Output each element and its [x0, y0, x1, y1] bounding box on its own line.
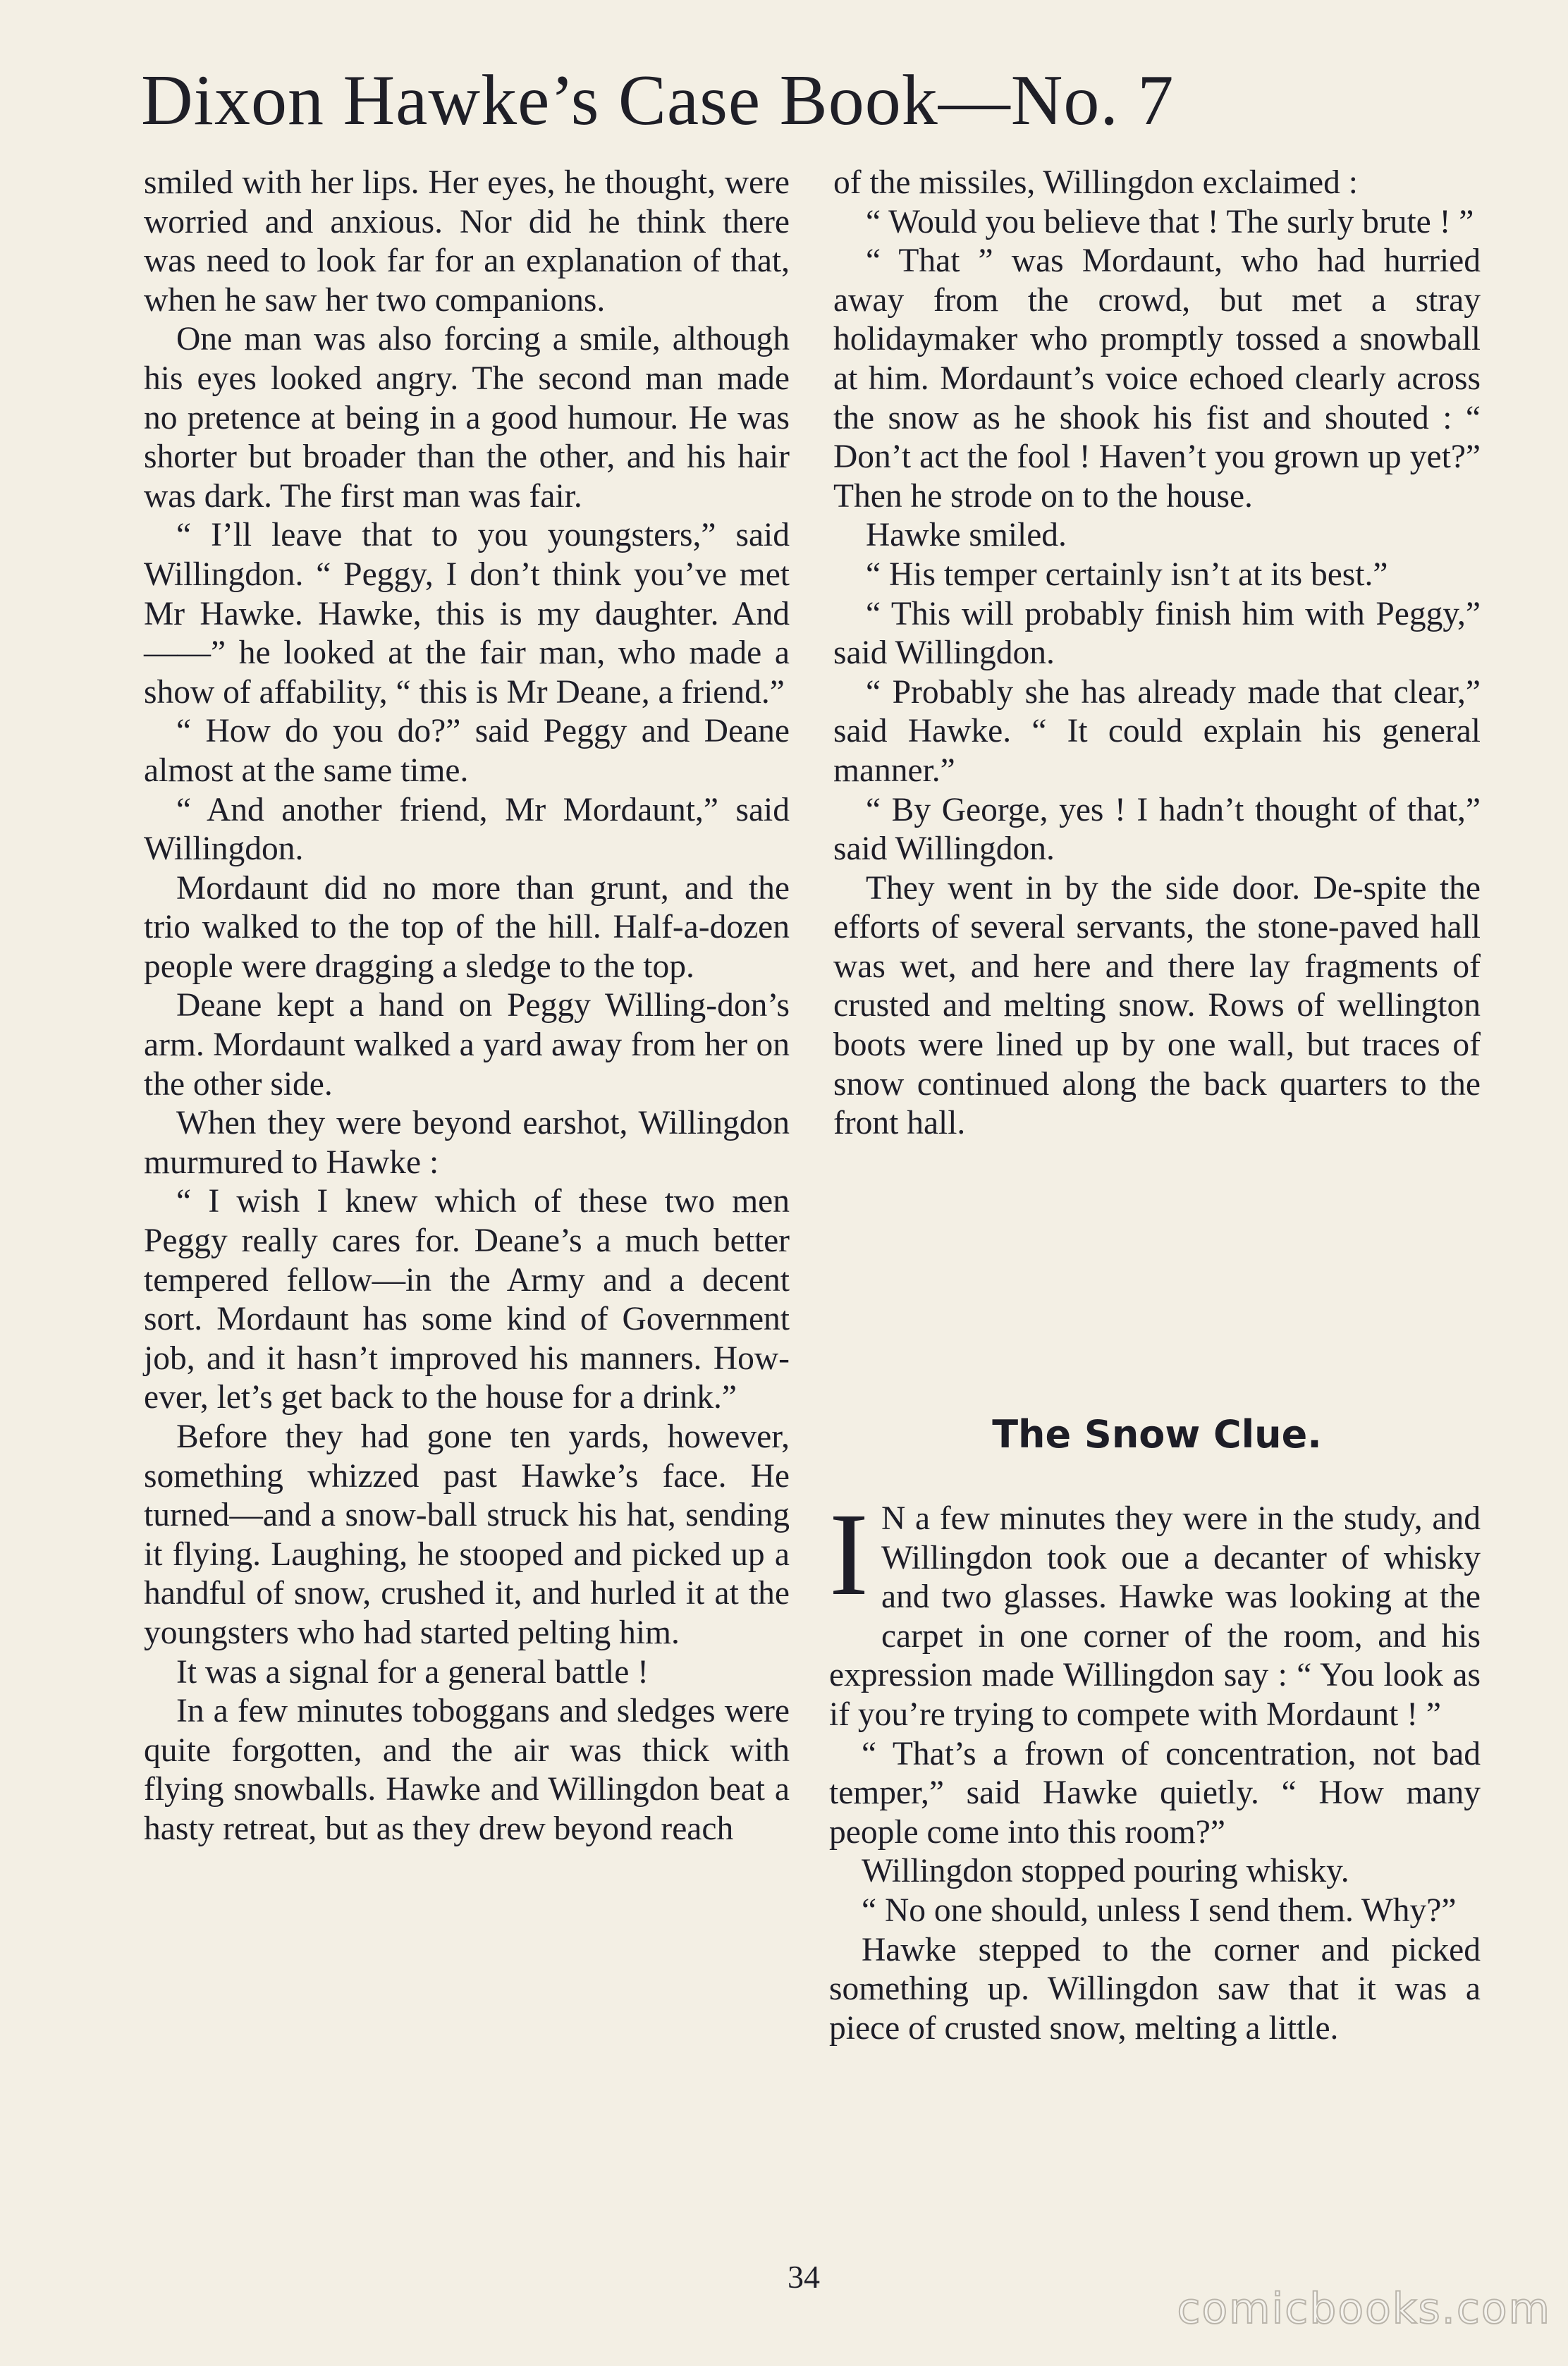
paragraph: Willingdon stopped pouring whisky. — [862, 1853, 1349, 1890]
paragraph: Before they had gone ten yards, however, something whizzed past Hawke’s face. He turned—and a snow-ball struck his hat, sending it flying. Laughing, he stooped and picked up a handful of snow, crushed it, and hurled it at the youngsters who had started pelting him. — [144, 1418, 790, 1651]
paragraph: smiled with her lips. Her eyes, he thought, were worried and anxious. Nor did he think there was need to look far for an explanation of that, when he saw her two companions. — [144, 164, 790, 319]
paragraph: Deane kept a hand on Peggy Willing-don’s arm. Mordaunt walked a yard away from her on the other side. — [144, 987, 790, 1103]
paragraph: Hawke stepped to the corner and picked something up. Willingdon saw that it was a piece of crusted snow, melting a little. — [829, 1931, 1481, 2047]
paragraph: Hawke smiled. — [866, 517, 1067, 554]
paragraph: “ Would you believe that ! The surly brute ! ” — [866, 203, 1474, 240]
opening-paragraph — [829, 1489, 1481, 1735]
paragraph: “ How do you do?” said Peggy and Deane almost at the same time. — [144, 713, 790, 789]
paragraph: “ And another friend, Mr Mordaunt,” said Willingdon. — [144, 791, 790, 868]
paragraph: “ Probably she has already made that clear,” said Hawke. “ It could explain his general manner.” — [833, 673, 1481, 789]
paragraph: of the missiles, Willingdon exclaimed : — [833, 164, 1358, 201]
paragraph: “ I’ll leave that to you youngsters,” said Willingdon. “ Peggy, I don’t think you’ve met Mr Hawke. Hawke, this is my daughter. And——” he looked at the fair man, who made a show of affability, “ this is Mr Deane, a friend.” — [144, 517, 790, 711]
page-title: Dixon Hawke’s Case Book—No. 7 — [141, 61, 1175, 140]
watermark: comicbooks.com — [1177, 2284, 1551, 2334]
paragraph: It was a signal for a general battle ! — [176, 1653, 649, 1691]
paragraph: When they were beyond earshot, Willingdon murmured to Hawke : — [144, 1105, 790, 1181]
drop-cap: I — [829, 1489, 869, 1620]
paragraph: Mordaunt did no more than grunt, and the trio walked to the top of the hill. Half-a-dozen people were dragging a sledge to the top. — [144, 869, 790, 985]
page-number: 34 — [788, 2259, 820, 2295]
paragraph: “ This will probably finish him with Peggy,” said Willingdon. — [833, 595, 1481, 672]
left-column — [144, 164, 790, 1849]
paragraph: In a few minutes toboggans and sledges were quite forgotten, and the air was thick with flying snowballs. Hawke and Willingdon beat a hasty retreat, but as they drew beyond reach — [144, 1693, 790, 1847]
section-heading: The Snow Clue. — [992, 1412, 1322, 1457]
paragraph: “ His temper certainly isn’t at its best.” — [866, 556, 1388, 593]
paragraph: “ I wish I knew which of these two men Peggy really cares for. Deane’s a much better tempered fellow—in the Army and a decent sort. Mordaunt has some kind of Government job, and it hasn’t improved his manners. How-ever, let’s get back to the house for a drink.” — [144, 1183, 790, 1416]
paragraph: They went in by the side door. De-spite the efforts of several servants, the stone-paved hall was wet, and here and there lay fragments of crusted and melting snow. Rows of wellington boots were lined up by one wall, but traces of snow continued along the back quarters to the front hall. — [833, 869, 1481, 1142]
opening-text: N a few minutes they were in the study, and Willingdon took oue a decanter of whisky and two glasses. Hawke was looking at the carpet in one corner of the room, and his expression made Willingdon say : “ You look as if you’re trying to compete with Mordaunt ! ” — [829, 1500, 1481, 1733]
paragraph: One man was also forcing a smile, although his eyes looked angry. The second man made no pretence at being in a good humour. He was shorter but broader than the other, and his hair was dark. The first man was fair. — [144, 321, 790, 515]
paragraph: “ That’s a frown of concentration, not bad temper,” said Hawke quietly. “ How many people come into this room?” — [829, 1735, 1481, 1851]
paragraph: “ That ” was Mordaunt, who had hurried away from the crowd, but met a stray holidaymaker who promptly tossed a snowball at him. Mordaunt’s voice echoed clearly across the snow as he shook his fist and shouted : “ Don’t act the fool ! Haven’t you grown up yet?” Then he strode on to the house. — [833, 243, 1481, 515]
paragraph: “ No one should, unless I send them. Why?” — [862, 1892, 1457, 1929]
section-body — [829, 1489, 1481, 2048]
paragraph: “ By George, yes ! I hadn’t thought of that,” said Willingdon. — [833, 791, 1481, 868]
right-column — [833, 164, 1481, 1144]
